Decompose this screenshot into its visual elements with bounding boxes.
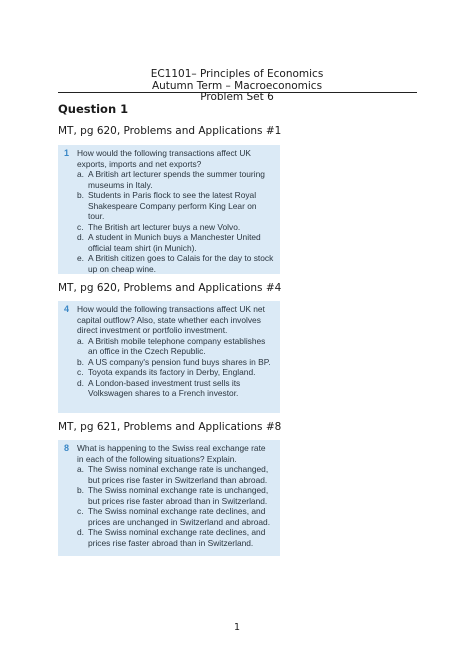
problem-number: 1 xyxy=(64,148,70,158)
item-label: a. xyxy=(77,464,84,474)
page-number: 1 xyxy=(233,622,241,633)
header-rule xyxy=(58,92,417,93)
problem-number: 8 xyxy=(64,443,70,453)
problem-item xyxy=(64,527,274,548)
item-text: The Swiss nominal exchange rate is unchanged, but prices rise faster in Switzerland than abroad. xyxy=(88,464,269,485)
item-label: b. xyxy=(77,356,84,367)
term-title: Autumn Term – Macroeconomics xyxy=(151,79,323,92)
item-label: a. xyxy=(77,335,84,346)
item-text: The Swiss nominal exchange rate declines, and prices rise faster abroad than in Switzerland. xyxy=(88,527,266,548)
problem-item xyxy=(64,190,274,222)
problem-question: How would the following transactions affect UK net capital outflow? Also, state whether each involves direct investment or portfolio investment. xyxy=(77,304,265,335)
item-label: d. xyxy=(77,527,84,537)
item-text: A US company's pension fund buys shares in BP. xyxy=(88,356,271,367)
question-heading: Question 1 xyxy=(58,102,129,116)
item-label: b. xyxy=(77,485,84,495)
problem-item xyxy=(64,336,274,357)
item-label: c. xyxy=(77,506,84,516)
section-reference: MT, pg 621, Problems and Applications #8 xyxy=(58,421,282,433)
problem-item xyxy=(64,222,274,233)
item-text: A student in Munich buys a Manchester United official team shirt (in Munich). xyxy=(88,232,261,253)
section-reference: MT, pg 620, Problems and Applications #1 xyxy=(58,125,282,137)
problem-set-title: Problem Set 6 xyxy=(200,91,274,104)
problem-item xyxy=(64,169,274,190)
item-text: A British citizen goes to Calais for the day to stock up on cheap wine. xyxy=(88,253,274,274)
problem-box xyxy=(58,440,280,556)
problem-box xyxy=(58,301,280,413)
section-reference: MT, pg 620, Problems and Applications #4 xyxy=(58,282,282,294)
problem-question: How would the following transactions affect UK exports, imports and net exports? xyxy=(77,148,251,169)
problem-question: What is happening to the Swiss real exchange rate in each of the following situations? Explain. xyxy=(77,443,266,464)
item-label: d. xyxy=(77,377,84,388)
item-text: Students in Paris flock to see the latest Royal Shakespeare Company perform King Lear on tour. xyxy=(88,190,257,221)
item-label: c. xyxy=(77,221,84,232)
item-label: c. xyxy=(77,367,84,377)
item-label: e. xyxy=(77,253,84,263)
problem-item xyxy=(64,367,274,378)
item-text: A British mobile telephone company establishes an office in the Czech Republic. xyxy=(88,335,266,356)
item-text: A British art lecturer spends the summer touring museums in Italy. xyxy=(88,169,265,190)
item-label: a. xyxy=(77,169,84,179)
problem-item xyxy=(64,357,274,368)
problem-item xyxy=(64,232,274,253)
item-label: d. xyxy=(77,232,84,242)
item-text: The Swiss nominal exchange rate is unchanged, but prices rise faster abroad than in Switzerland. xyxy=(88,485,269,506)
problem-item xyxy=(64,485,274,506)
item-text: The British art lecturer buys a new Volvo. xyxy=(88,221,241,232)
item-label: b. xyxy=(77,190,84,200)
document-header xyxy=(0,69,474,104)
course-title: EC1101– Principles of Economics xyxy=(150,68,324,80)
item-text: Toyota expands its factory in Derby, England. xyxy=(88,367,256,377)
problem-item xyxy=(64,253,274,274)
problem-number: 4 xyxy=(64,304,70,314)
problem-box xyxy=(58,145,280,274)
problem-item xyxy=(64,378,274,399)
problem-item xyxy=(64,506,274,527)
item-text: The Swiss nominal exchange rate declines, and prices are unchanged in Switzerland and abroad. xyxy=(88,506,271,527)
item-text: A London-based investment trust sells its Volkswagen shares to a French investor. xyxy=(88,377,241,398)
problem-item xyxy=(64,464,274,485)
